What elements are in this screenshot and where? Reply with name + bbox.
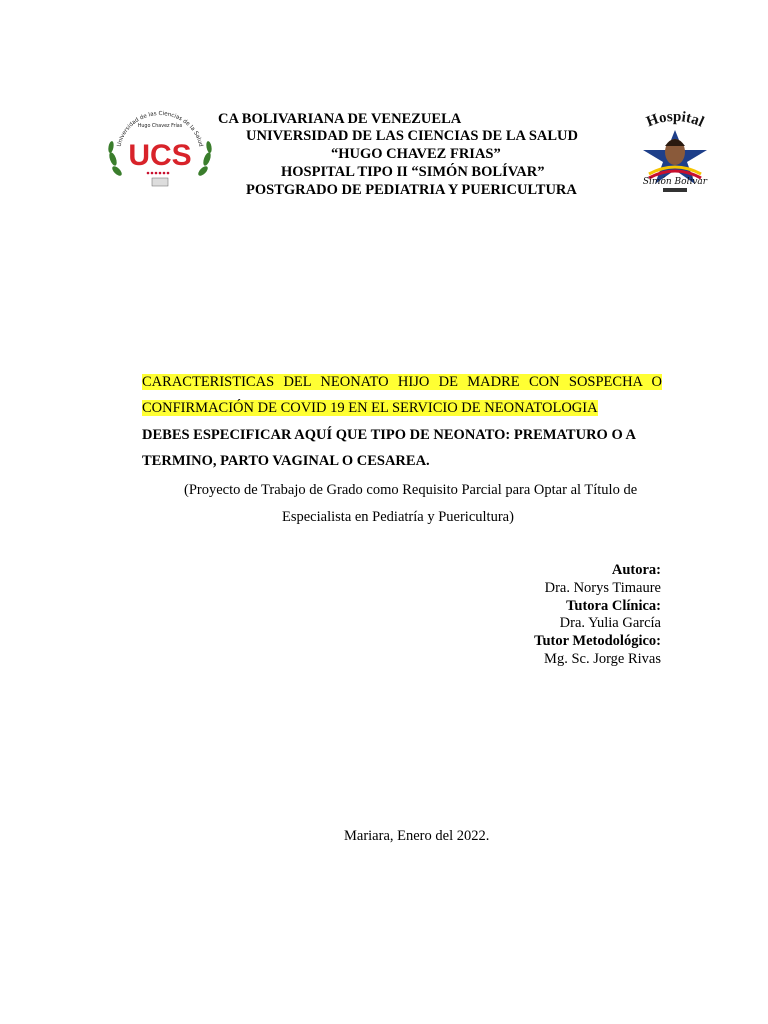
header-line-university: UNIVERSIDAD DE LAS CIENCIAS DE LA SALUD: [246, 128, 578, 144]
svg-text:Simón Bolívar: Simón Bolívar: [642, 177, 708, 187]
title-highlight-1: CARACTERISTICAS DEL NEONATO HIJO DE MADRE CON SOSPECHA O: [142, 374, 662, 390]
title-bold-line-2: TERMINO, PARTO VAGINAL O CESAREA.: [142, 453, 430, 469]
tutor-label: Tutor Metodológico:: [534, 633, 661, 649]
autora-name: Dra. Norys Timaure: [544, 580, 661, 596]
header-line-postgrado: POSTGRADO DE PEDIATRIA Y PUERICULTURA: [246, 182, 577, 198]
autora-label: Autora:: [611, 562, 661, 578]
header-line-hugo-chavez: “HUGO CHAVEZ FRIAS”: [331, 146, 501, 162]
title-line-1: [142, 369, 662, 395]
svg-text:Hospital: Hospital: [644, 108, 707, 131]
title-bold-line-1: DEBES ESPECIFICAR AQUÍ QUE TIPO DE NEONATO: PREMATURO O A: [142, 427, 637, 443]
ucs-logo: [104, 107, 216, 197]
title-line-2: [142, 395, 662, 421]
subtitle-line-2: Especialista en Pediatría y Puericultura): [282, 509, 514, 525]
tutora-label: Tutora Clínica:: [566, 598, 661, 614]
tutora-name: Dra. Yulia García: [559, 615, 661, 631]
svg-text:Universidad de las Ciencias de: Universidad de las Ciencias de la Salud: [116, 110, 204, 148]
svg-text:Hugo Chavez Frías: Hugo Chavez Frías: [137, 124, 183, 129]
subtitle-line-1: (Proyecto de Trabajo de Grado como Requisito Parcial para Optar al Título de: [184, 482, 638, 498]
header-line-republic: CA BOLIVARIANA DE VENEZUELA: [218, 111, 462, 127]
place-date: Mariara, Enero del 2022.: [344, 828, 490, 844]
hospital-logo: [619, 108, 731, 196]
tutor-name: Mg. Sc. Jorge Rivas: [544, 651, 661, 667]
title-highlight-2: CONFIRMACIÓN DE COVID 19 EN EL SERVICIO DE NEONATOLOGIA: [142, 400, 598, 416]
header-line-hospital: HOSPITAL TIPO II “SIMÓN BOLÍVAR”: [281, 164, 545, 180]
svg-text:UCS: UCS: [128, 139, 192, 172]
